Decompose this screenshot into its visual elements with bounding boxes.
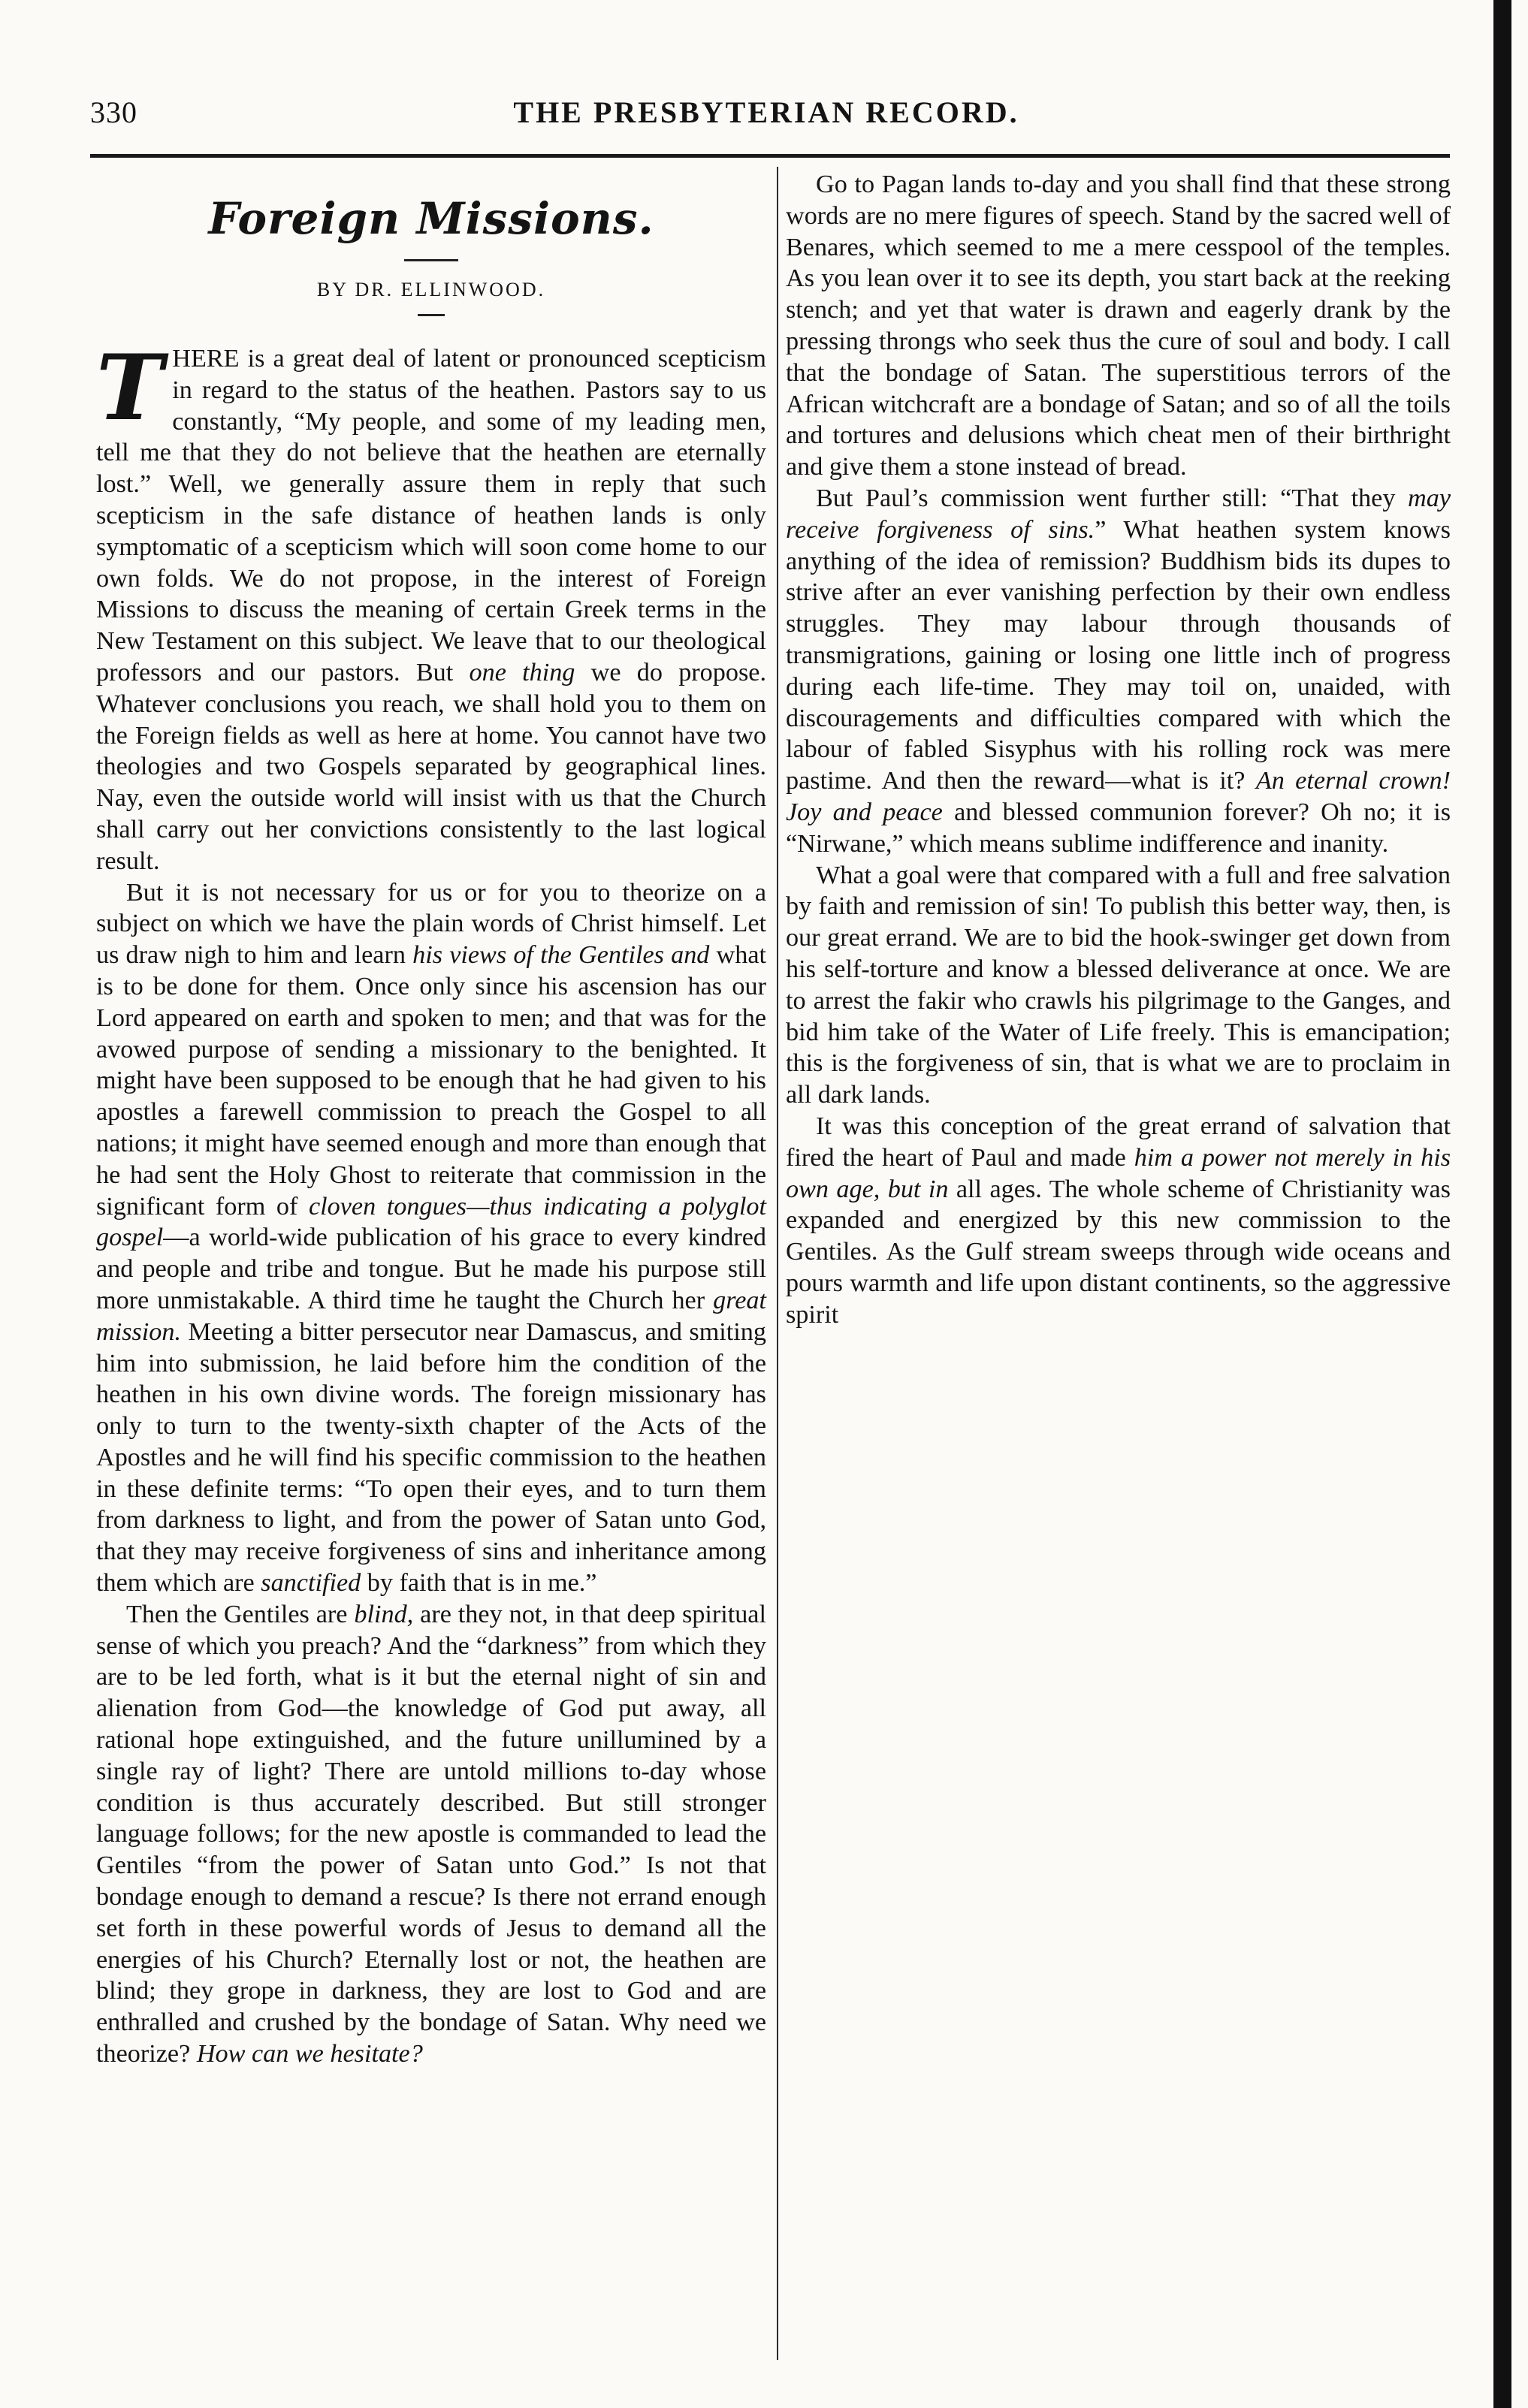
- title-rule: [404, 259, 458, 261]
- right-column: [786, 169, 1451, 1330]
- running-header: [90, 89, 1442, 137]
- paragraph-4: Go to Pagan lands to-day and you shall find that these strong words are no mere figures of speech. Stand by the sacred well of Benares, which seemed to me a mere cesspool of the temples. As you lean over it to see its depth, you start back at the reeking stench; and yet that water is drawn and eagerly drank by the pressing throngs who seek thus the cure of soul and body. I call that the bondage of Satan. The superstitious terrors of the African witchcraft are a bondage of Satan; and so of all the toils and tortures and delusions which cheat men of their birthright and give them a stone instead of bread.: [786, 170, 1451, 481]
- paragraph-5: But Paul’s commission went further still: “That they may receive forgiveness of sins.” What heathen system knows anything of the idea of remission? Buddhism bids its dupes to strive after an ever vanishing perfection by their own endless struggles. They may labour through thousands of transmigrations, gaining or losing one little inch of progress during each life-time. They may toil on, unaided, with discouragements and difficulties compared with which the labour of fabled Sisyphus with his rolling rock was mere pastime. And then the reward—what is it? An eternal crown! Joy and peace and blessed communion forever? Oh no; it is “Nirwane,” which means sublime indifference and inanity.: [786, 484, 1451, 858]
- journal-title: THE PRESBYTERIAN RECORD.: [513, 95, 1019, 129]
- paragraph-3: Then the Gentiles are blind, are they not, in that deep spiritual sense of which you preach? And the “darkness” from which they are to be led forth, what is it but the eternal night of sin and alienation from God—the knowledge of God put away, all rational hope extinguished, and the future unillumined by a single ray of light? There are untold millions to-day whose condition is thus accurately described. But still stronger language follows; for the new apostle is commanded to lead the Gentiles “from the power of Satan unto God.” Is not that bondage enough to demand a rescue? Is there not errand enough set forth in these powerful words of Jesus to demand all the energies of his Church? Eternally lost or not, the heathen are blind; they grope in darkness, they are lost to God and are enthralled and crushed by the bondage of Satan. Why need we theorize? How can we hesitate?: [96, 1600, 766, 2069]
- column-divider: [777, 167, 778, 2360]
- paragraph-6: What a goal were that compared with a full and free salvation by faith and remission of sin! To publish this better way, then, is our great errand. We are to bid the hook-swinger get down from his self-torture and know a blessed deliverance at once. We are to arrest the fakir who crawls his pilgrimage to the Ganges, and bid him take of the Water of Life freely. This is emancipation; this is the forgiveness of sin, that is what we are to proclaim in all dark lands.: [786, 861, 1451, 1109]
- scan-margin-bar: [1493, 0, 1511, 2408]
- byline-rule: [418, 314, 445, 316]
- paragraph-1: THERE is a great deal of latent or pronounced scepticism in regard to the status of the heathen. Pastors say to us constantly, “My people, and some of my leading men, tell me that they do not believe that the heathen are eternally lost.” Well, we generally assure them in reply that such scepticism in the safe distance of heathen lands is only symptomatic of a scepticism which will soon come home to our own folds. We do not propose, in the interest of Foreign Missions to discuss the meaning of certain Greek terms in the New Testament on this subject. We leave that to our theological professors and our pastors. But one thing we do propose. Whatever conclusions you reach, we shall hold you to them on the Foreign fields as well as here at home. You cannot have two theologies and two Gospels separated by geographical lines. Nay, even the outside world will insist with us that the Church shall carry out her convictions consistently to the last logical result.: [96, 335, 766, 875]
- article-title: Foreign Missions.: [208, 193, 654, 244]
- page-number: 330: [90, 95, 137, 129]
- paragraph-2: But it is not necessary for us or for you to theorize on a subject on which we have the plain words of Christ himself. Let us draw nigh to him and learn his views of the Gentiles and what is to be done for them. Once only since his ascension has our Lord appeared on earth and spoken to men; and that was for the avowed purpose of sending a missionary to the benighted. It might have been supposed to be enough that he had given to his apostles a farewell commission to preach the Gospel to all nations; it might have seemed enough and more than enough that he had sent the Holy Ghost to reiterate that commission in the significant form of cloven tongues—thus indicating a polyglot gospel—a world-wide publication of his grace to every kindred and people and tribe and tongue. But he made his purpose still more unmistakable. A third time he taught the Church her great mission. Meeting a bitter persecutor near Damascus, and smiting him into submission, he laid before him the condition of the heathen in his own divine words. The foreign missionary has only to turn to the twenty-sixth chapter of the Acts of the Apostles and he will find his specific commission to the heathen in these definite terms: “To open their eyes, and to turn them from darkness to light, and from the power of Satan unto God, that they may receive forgiveness of sins and inheritance among them which are sanctified by faith that is in me.”: [96, 878, 767, 1598]
- paragraph-7: It was this conception of the great errand of salvation that fired the heart of Paul and made him a power not merely in his own age, but in all ages. The whole scheme of Christianity was expanded and energized by this new commission to the Gentiles. As the Gulf stream sweeps through wide oceans and pours warmth and life upon distant continents, so the aggressive spirit: [786, 1112, 1451, 1329]
- left-column: [96, 169, 766, 2070]
- drop-cap: T: [96, 335, 164, 441]
- header-rule: [90, 154, 1450, 158]
- byline: BY DR. ELLINWOOD.: [316, 279, 546, 300]
